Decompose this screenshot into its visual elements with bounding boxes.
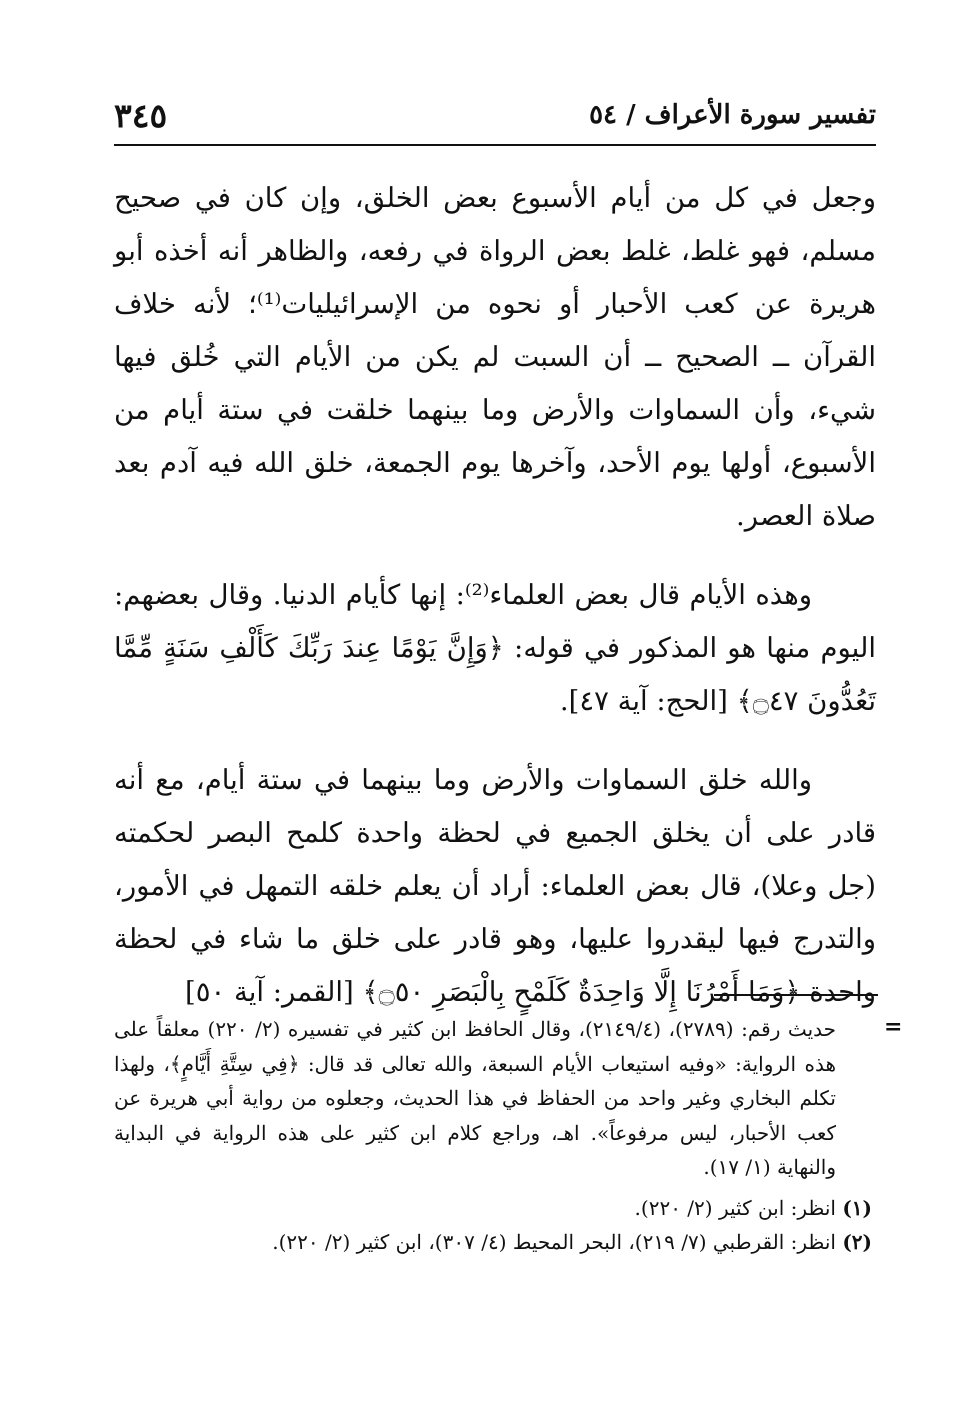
footnote-continuation-mark: = [884,1014,903,1040]
paragraph: وهذه الأيام قال بعض العلماء⁽²⁾: إنها كأيام الدنيا. وقال بعضهم: اليوم منها هو المذكور في قوله: ﴿وَإِنَّ يَوْمًا عِندَ رَبِّكَ كَأَلْفِ سَنَةٍ مِّمَّا تَعُدُّونَ ۝٤٧﴾ [الحج: آية ٤٧]. [114,579,876,717]
footnotes [114,1012,876,1260]
page-number: ٣٤٥ [114,96,168,135]
footnote-continuation: حديث رقم: (٢٧٨٩)، (٢١٤٩/٤)، وقال الحافظ ابن كثير في تفسيره (٢/ ٢٢٠) معلقاً على هذه الرواية: «وفيه استيعاب الأيام السبعة، والله تعالى قد قال: ﴿فِي سِتَّةِ أَيَّامٍ﴾، ولهذا تكلم البخاري وغير واحد من الحفاظ في هذا الحديث، وجعلوه من رواية أبي هريرة عن كعب الأحبار، ليس مرفوعاً». اهـ، وراجع كلام ابن كثير على هذه الرواية في البداية والنهاية (١/ ١٧). [114,1017,836,1179]
footnote-item [114,1225,876,1260]
footnote-number: (١) [842,1195,872,1220]
page-header [114,98,876,146]
footnote-text: انظر: القرطبي (٧/ ٢١٩)، البحر المحيط (٤/ ٣٠٧)، ابن كثير (٢/ ٢٢٠). [272,1230,836,1254]
footnote-item [114,1191,876,1226]
footnote-number: (٢) [842,1230,872,1254]
running-title: تفسير سورة الأعراف / ٥٤ [589,100,876,130]
footnote-separator [714,994,878,996]
paragraph: وجعل في كل من أيام الأسبوع بعض الخلق، وإن كان في صحيح مسلم، فهو غلط، غلط بعض الرواة في رفعه، والظاهر أنه أخذه أبو هريرة عن كعب الأحبار أو نحوه من الإسرائيليات⁽¹⁾؛ لأنه خلاف القرآن ــ الصحيح ــ أن السبت لم يكن من الأيام التي خُلق فيها شيء، وأن السماوات والأرض وما بينهما خلقت في ستة أيام من الأسبوع، أولها يوم الأحد، وآخرها يوم الجمعة، خلق الله فيه آدم بعد صلاة العصر. [114,182,876,532]
footnote-text: انظر: ابن كثير (٢/ ٢٢٠). [634,1195,836,1220]
main-text [114,172,876,1045]
paragraph: والله خلق السماوات والأرض وما بينهما في ستة أيام، مع أنه قادر على أن يخلق الجميع في لحظة واحدة كلمح البصر لحكمته (جل وعلا)، قال بعض العلماء: أراد أن يعلم خلقه التمهل في الأمور، والتدرج فيها ليقدروا عليها، وهو قادر على خلق ما شاء في لحظة واحدة ﴿وَمَا أَمْرُنَا إِلَّا وَاحِدَةٌ كَلَمْحٍ بِالْبَصَرِ ۝٥٠﴾ [القمر: آية ٥٠] [114,764,876,1008]
